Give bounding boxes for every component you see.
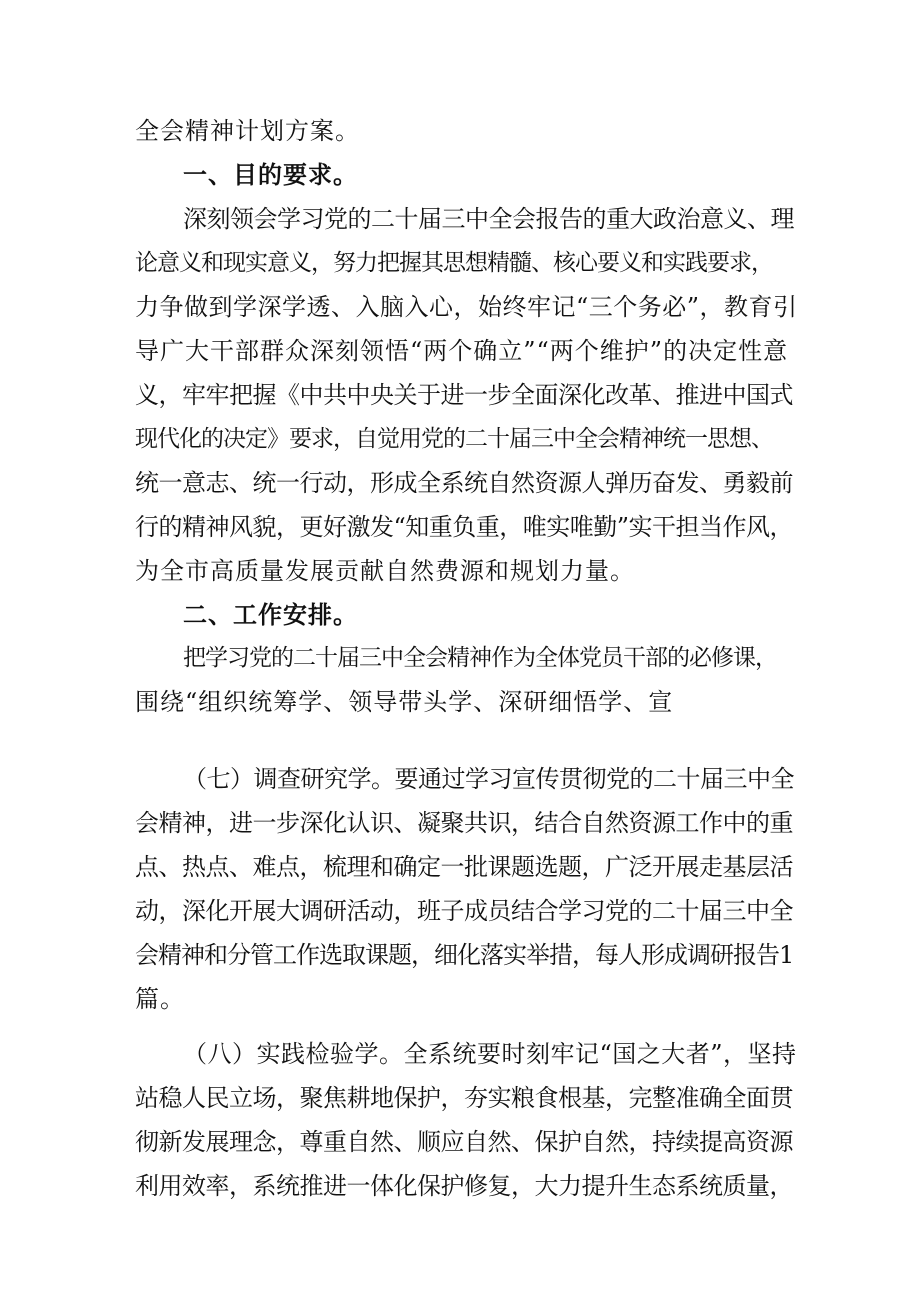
paragraph-line: 统一意志、统一行动，形成全系统自然资源人弹历奋发、勇毅前 bbox=[135, 469, 793, 497]
paragraph-line: 会精神，进一步深化认识、凝聚共识，结合自然资源工作中的重 bbox=[135, 809, 793, 837]
paragraph-line: （七）调查研究学。要通过学习宣传贯彻党的二十届三中全 bbox=[183, 765, 794, 793]
paragraph-line: 围绕“组织统筹学、领导带头学、深研细悟学、宣 bbox=[135, 688, 674, 716]
paragraph-line: 义，牢牢把握《中共中央关于进一步全面深化改革、推进中国式 bbox=[135, 381, 793, 409]
paragraph-line: 导广大干部群众深刻领悟“两个确立”“两个维护”的决定性意 bbox=[135, 337, 789, 365]
section-heading-1: 一、目的要求。 bbox=[183, 161, 358, 189]
paragraph-line: 现代化的决定》要求，自觉用党的二十届三中全会精神统一思想、 bbox=[135, 426, 773, 452]
paragraph-line: 论意义和现实意义，努力把握其思想精髓、核心要义和实践要求， bbox=[135, 250, 773, 276]
paragraph-line: 站稳人民立场，聚焦耕地保护，夯实粮食根基，完整准确全面贯 bbox=[135, 1084, 793, 1112]
paragraph-line: 会精神和分管工作选取课题，细化落实举措，每人形成调研报告1 bbox=[135, 941, 794, 969]
opening-line: 全会精神计划方案。 bbox=[135, 117, 360, 145]
paragraph-line: 彻新发展理念，尊重自然、顺应自然、保护自然，持续提高资源 bbox=[135, 1128, 793, 1156]
paragraph-line: 点、热点、难点，梳理和确定一批课题选题，广泛开展走基层活 bbox=[135, 853, 793, 881]
paragraph-line: （八）实践检验学。全系统要时刻牢记“国之大者”，坚持 bbox=[183, 1040, 797, 1068]
paragraph-line: 行的精神风貌，更好激发“知重负重，唯实唯勤”实干担当作风， bbox=[135, 513, 794, 541]
paragraph-line: 深刻领会学习党的二十届三中全会报告的重大政治意义、理 bbox=[183, 205, 794, 233]
paragraph-line: 篇。 bbox=[135, 985, 185, 1013]
paragraph-line: 为全市高质量发展贡献自然费源和规划力量。 bbox=[135, 557, 635, 585]
paragraph-line: 动，深化开展大调研活动，班子成员结合学习党的二十届三中全 bbox=[135, 897, 793, 925]
paragraph-line: 力争做到学深学透、入脑入心，始终牢记“三个务必”，教育引 bbox=[135, 293, 798, 321]
paragraph-line: 把学习党的二十届三中全会精神作为全体党员干部的必修课， bbox=[183, 645, 777, 671]
paragraph-line: 利用效率，系统推进一体化保护修复，大力提升生态系统质量， bbox=[135, 1172, 793, 1200]
section-heading-2: 二、工作安排。 bbox=[183, 601, 358, 629]
